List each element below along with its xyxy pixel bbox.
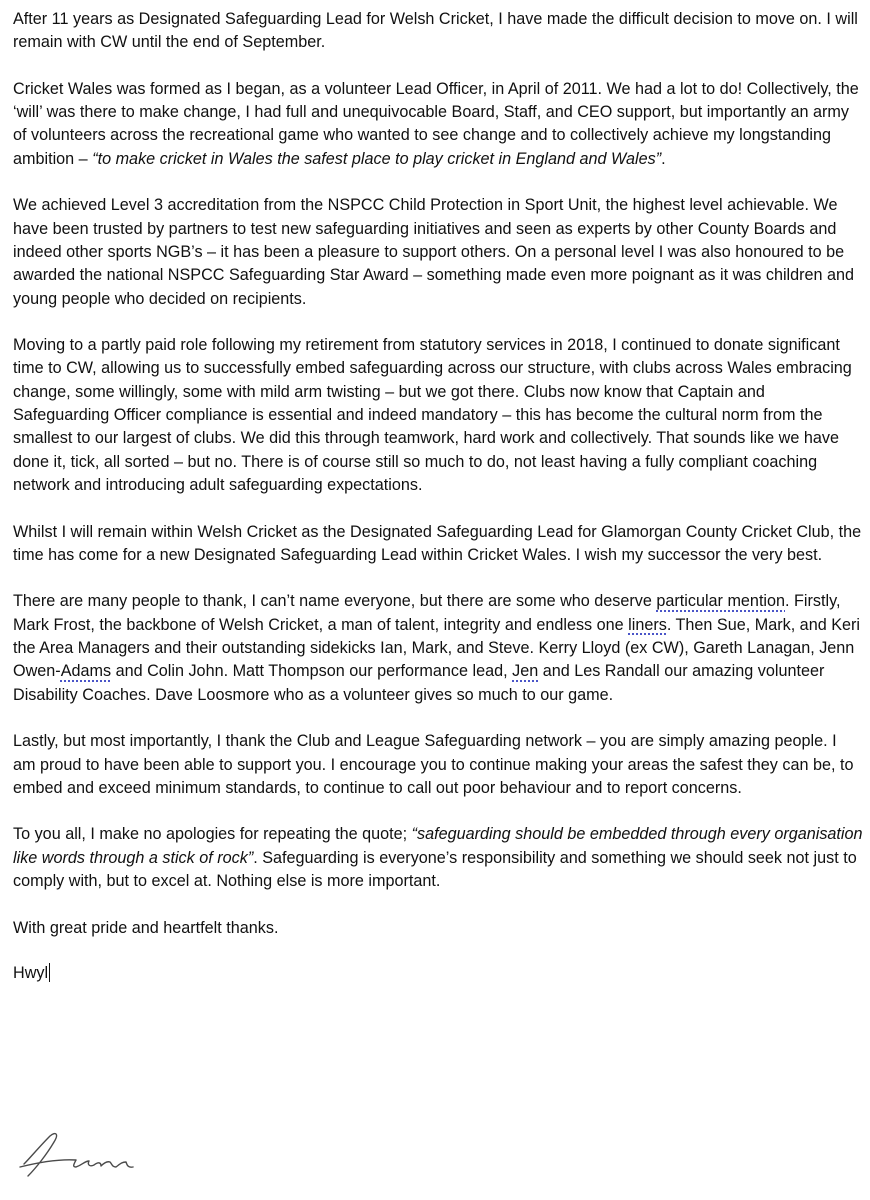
signoff: Hwyl <box>13 963 49 982</box>
thanks-text-3: . Then Sue, Mark, and Keri the Area Managers and their outstanding sidekicks Ian, Mark, and Steve. Kerry Lloyd (ex CW), Gareth Lanagan, Jenn Owen- <box>13 615 860 681</box>
paragraph-paid-role: Moving to a partly paid role following my retirement from statutory services in 2018, I continued to donate significant time to CW, allowing us to successfully embed safeguarding across our structure, with clubs across Wales embracing change, some willingly, some with mild arm twisting – but we got there. Clubs now know that Captain and Safeguarding Officer compliance is essential and indeed mandatory – this has become the cultural norm from the smallest to our largest of clubs. We did this through teamwork, hard work and collectively. That sounds like we have done it, tick, all sorted – but no. There is of course still so much to do, not least having a fully compliant coaching network and introducing adult safeguarding expectations. <box>13 336 852 494</box>
paragraph-quote <box>13 823 863 893</box>
signature-stroke <box>20 1134 133 1176</box>
spellcheck-flag-jen: Jen <box>512 662 539 681</box>
signoff-line <box>13 962 863 985</box>
ambition-quote: “to make cricket in Wales the safest place to play cricket in England and Wales” <box>92 149 662 168</box>
spellcheck-flag-liners: liners <box>628 615 667 634</box>
thanks-text-1: There are many people to thank, I can’t name everyone, but there are some who deserve <box>13 592 657 611</box>
quote-outro: . Safeguarding is everyone’s responsibility and something we should seek not just to comply with, but to excel at. Nothing else is more important. <box>13 848 857 890</box>
paragraph-thanks <box>13 590 863 706</box>
quote-intro: To you all, I make no apologies for repeating the quote; <box>13 825 412 844</box>
paragraph-achievements: We achieved Level 3 accreditation from the NSPCC Child Protection in Sport Unit, the highest level achievable. We have been trusted by partners to test new safeguarding initiatives and seen as experts by other County Boards and indeed other sports NGB’s – it has been a pleasure to support others. On a personal level I was also honoured to be awarded the national NSPCC Safeguarding Star Award – something made even more poignant as it was children and young people who decided on recipients. <box>13 196 855 308</box>
text-cursor <box>49 963 50 982</box>
paragraph-history-text: Cricket Wales was formed as I began, as a volunteer Lead Officer, in April of 2011. We had a lot to do! Collectively, the ‘will’ was there to make change, I had full and unequivocable Board, Staff, and CEO support, but importantly an army of volunteers across the recreational game who wanted to see change and to collectively achieve my longstanding ambition – <box>13 79 859 168</box>
paragraph-history-end: . <box>661 149 666 168</box>
stick-of-rock-quote: “safeguarding should be embedded through every organisation like words through a stick of rock” <box>13 825 863 867</box>
paragraph-network-thanks: Lastly, but most importantly, I thank the Club and League Safeguarding network – you are simply amazing people. I am proud to have been able to support you. I encourage you to continue making your areas the safest they can be, to embed and exceed minimum standards, to continue to call out poor behaviour and to report concerns. <box>13 732 854 797</box>
handwritten-signature <box>16 1120 146 1180</box>
thanks-text-4: and Colin John. Matt Thompson our performance lead, <box>111 662 513 681</box>
paragraph-departure: After 11 years as Designated Safeguarding Lead for Welsh Cricket, I have made the difficult decision to move on. I will remain with CW until the end of September. <box>13 10 858 52</box>
paragraph-successor: Whilst I will remain within Welsh Cricket as the Designated Safeguarding Lead for Glamorgan County Cricket Club, the time has come for a new Designated Safeguarding Lead within Cricket Wales. I wish my successor the very best. <box>13 522 862 564</box>
paragraph-history <box>13 78 863 171</box>
thanks-text-5: and Les Randall our amazing volunteer Disability Coaches. Dave Loosmore who as a volunteer gives so much to our game. <box>13 662 825 704</box>
spellcheck-flag-particular-mention: particular mention <box>656 592 786 611</box>
spellcheck-flag-adams: Adams <box>60 662 112 681</box>
closing-line: With great pride and heartfelt thanks. <box>13 918 279 937</box>
letter-body <box>13 8 863 1008</box>
thanks-text-2: . Firstly, Mark Frost, the backbone of Welsh Cricket, a man of talent, integrity and endless one <box>13 592 841 634</box>
